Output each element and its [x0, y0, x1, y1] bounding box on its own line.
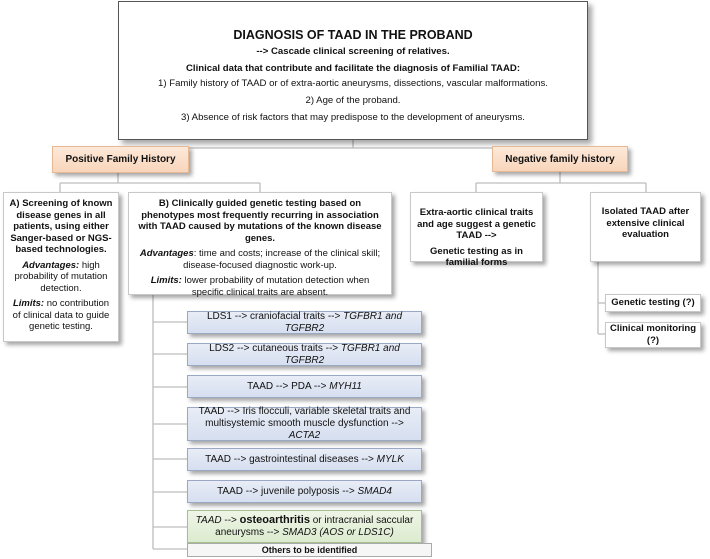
advantages-text: : time and costs; increase of the clinical skill; disease-focused diagnostic work-up.: [183, 248, 381, 271]
gene-box-smad3: [187, 510, 422, 543]
gene-box-lds1: [187, 311, 422, 334]
advantages-text: high probability of mutation detection.: [14, 259, 108, 294]
phenotype-text: LDS2 --> cutaneous traits -->: [209, 342, 341, 354]
others-box: Others to be identified: [187, 543, 432, 557]
positive-history-label: Positive Family History: [52, 146, 189, 173]
isolated-taad-panel: [590, 192, 701, 262]
guided-limits: [134, 275, 386, 298]
gene-box-myh11: [187, 375, 422, 398]
advantages-label: Advantages: [139, 248, 194, 259]
arrow-text: -->: [221, 515, 240, 526]
limits-label: Limits:: [12, 298, 45, 309]
genetic-testing-box: Genetic testing (?): [605, 294, 701, 312]
negative-history-label: Negative family history: [492, 146, 628, 172]
limits-label: Limits:: [150, 275, 182, 286]
screening-advantages: [9, 260, 113, 295]
gene-name: ACTA2: [288, 430, 321, 441]
criteria-3: 3) Absence of risk factors that may predispose to the development of aneurysms.: [181, 112, 525, 123]
proband-diagnosis-box: [118, 1, 588, 140]
gene-box-lds2: [187, 343, 422, 366]
clinical-data-heading: Clinical data that contribute and facilitate the diagnosis of Familial TAAD:: [185, 63, 521, 74]
phenotype-text: TAAD --> gastrointestinal diseases -->: [205, 453, 377, 465]
gene-box-smad4: [187, 480, 422, 503]
taad-label: TAAD: [195, 515, 222, 526]
advantages-label: Advantages:: [22, 259, 80, 271]
gene-box-acta2: [187, 407, 422, 441]
guided-advantages: [134, 248, 386, 271]
phenotype-text: TAAD --> juvenile polyposis -->: [217, 485, 358, 497]
clinical-monitoring-box: Clinical monitoring (?): [605, 322, 701, 348]
gene-name: SMAD4: [357, 485, 392, 497]
extra-aortic-sub: Genetic testing as in familial forms: [430, 245, 523, 268]
guided-testing-panel: [128, 192, 392, 298]
screening-heading: A) Screening of known disease genes in all patients, using either Sanger-based or NGS-based technologies.: [9, 198, 113, 255]
criteria-2: 2) Age of the proband.: [305, 95, 401, 106]
screening-limits: [9, 298, 113, 333]
gene-name: MYLK: [376, 453, 404, 465]
cascade-text: --> Cascade clinical screening of relatives.: [256, 46, 450, 57]
phenotype-text: TAAD --> Iris flocculi, variable skeletal traits and multisystemic smooth muscle dysfunction -->: [198, 406, 411, 429]
isolated-taad-text: Isolated TAAD after extensive clinical evaluation: [601, 206, 690, 240]
phenotype-text: or intracranial saccular aneurysms -->: [215, 515, 414, 538]
extra-aortic-panel: [410, 192, 543, 268]
osteoarthritis-text: osteoarthritis: [239, 514, 310, 526]
extra-aortic-heading: Extra-aortic clinical traits and age suggest a genetic TAAD -->: [417, 207, 536, 241]
limits-text: no contribution of clinical data to guide genetic testing.: [12, 298, 110, 332]
phenotype-text: TAAD --> PDA -->: [247, 380, 330, 392]
limits-text: lower probability of mutation detection when specific clinical traits are absent.: [184, 275, 370, 298]
diagram-title: DIAGNOSIS OF TAAD IN THE PROBAND: [233, 28, 473, 42]
guided-heading: B) Clinically guided genetic testing based on phenotypes most frequently recurring in association with TAAD caused by mutations of the known disease genes.: [138, 198, 382, 244]
gene-name: MYH11: [329, 380, 362, 392]
gene-box-mylk: [187, 448, 422, 471]
criteria-1: 1) Family history of TAAD or of extra-aortic aneurysms, dissections, vascular malformations.: [158, 78, 548, 89]
gene-name: SMAD3 (AOS or LDS1C): [282, 527, 394, 538]
gene-name: TGFBR1 and TGFBR2: [284, 310, 403, 334]
gene-name: TGFBR1 and TGFBR2: [284, 342, 400, 366]
screening-panel: [3, 192, 119, 342]
phenotype-text: LDS1 --> craniofacial traits -->: [206, 310, 344, 322]
